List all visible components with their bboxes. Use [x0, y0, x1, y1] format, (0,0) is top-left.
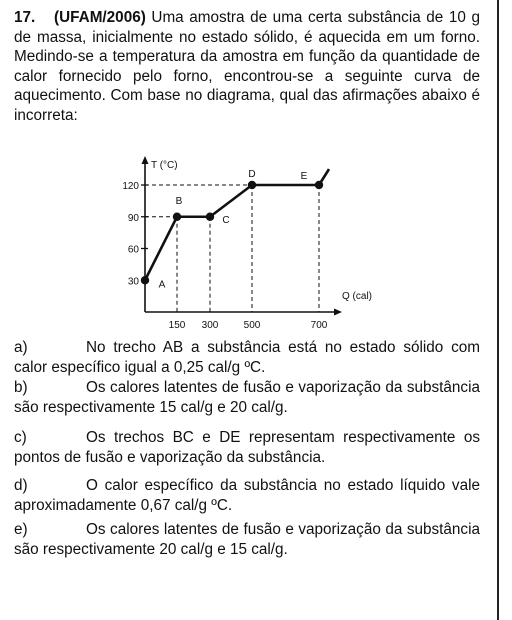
- question-source: (UFAM/2006): [54, 9, 146, 26]
- data-point: [248, 181, 256, 189]
- option-letter: b): [14, 379, 28, 396]
- question-body: Uma amostra de uma certa substância de 10 g de massa, inicialmente no estado sólido, é aquecida em um forno. Medindo-se a temperatura da amostra em função da quantidade de calor fornecido pelo forno, encontrou-se a seguinte curva de aquecimento. Com base no diagrama, qual das afirmações abaixo é incorreta:: [14, 9, 480, 124]
- question-number: 17.: [14, 9, 36, 26]
- x-tick-label: 500: [243, 320, 261, 331]
- option-letter: a): [14, 339, 28, 356]
- option-text: Os calores latentes de fusão e vaporização da substância são respectivamente 20 cal/g e 15 cal/g.: [14, 521, 480, 558]
- option-letter: c): [14, 429, 27, 446]
- data-point: [173, 213, 181, 221]
- x-tick-label: 150: [168, 320, 186, 331]
- y-tick-label: 120: [122, 181, 139, 192]
- option-letter: e): [14, 521, 28, 538]
- y-tick-label: 30: [127, 276, 139, 288]
- x-tick-label: 700: [310, 320, 328, 331]
- option-c: [14, 428, 480, 467]
- option-text: Os calores latentes de fusão e vaporização da substância são respectivamente 15 cal/g e 20 cal/g.: [14, 379, 480, 416]
- option-a: [14, 338, 480, 377]
- x-tick-label: 300: [201, 320, 219, 331]
- x-axis-arrow: [334, 309, 342, 316]
- y-axis-label: T (°C): [151, 160, 178, 171]
- data-point: [206, 213, 214, 221]
- option-d: [14, 476, 480, 515]
- x-axis-label: Q (cal): [342, 291, 372, 302]
- point-label-e: E: [300, 171, 308, 182]
- page-border-line: [497, 0, 499, 620]
- point-label-b: B: [175, 195, 183, 207]
- point-label-a: A: [158, 279, 166, 291]
- y-tick-label: 90: [127, 212, 139, 224]
- data-point: [141, 276, 149, 284]
- option-e: [14, 520, 480, 559]
- option-b: [14, 378, 480, 417]
- point-label-d: D: [248, 169, 256, 180]
- heating-curve-line: [145, 169, 329, 280]
- y-axis-arrow: [142, 156, 149, 164]
- data-point: [315, 181, 323, 189]
- option-text: No trecho AB a substância está no estado sólido com calor específico igual a 0,25 cal/g ºC.: [14, 339, 480, 376]
- point-label-c: C: [222, 214, 230, 226]
- option-text: O calor específico da substância no estado líquido vale aproximadamente 0,67 cal/g ºC.: [14, 477, 480, 514]
- option-letter: d): [14, 477, 28, 494]
- y-tick-label: 60: [127, 244, 139, 256]
- option-text: Os trechos BC e DE representam respectivamente os pontos de fusão e vaporização da substância.: [14, 429, 480, 466]
- question-statement: [14, 8, 480, 126]
